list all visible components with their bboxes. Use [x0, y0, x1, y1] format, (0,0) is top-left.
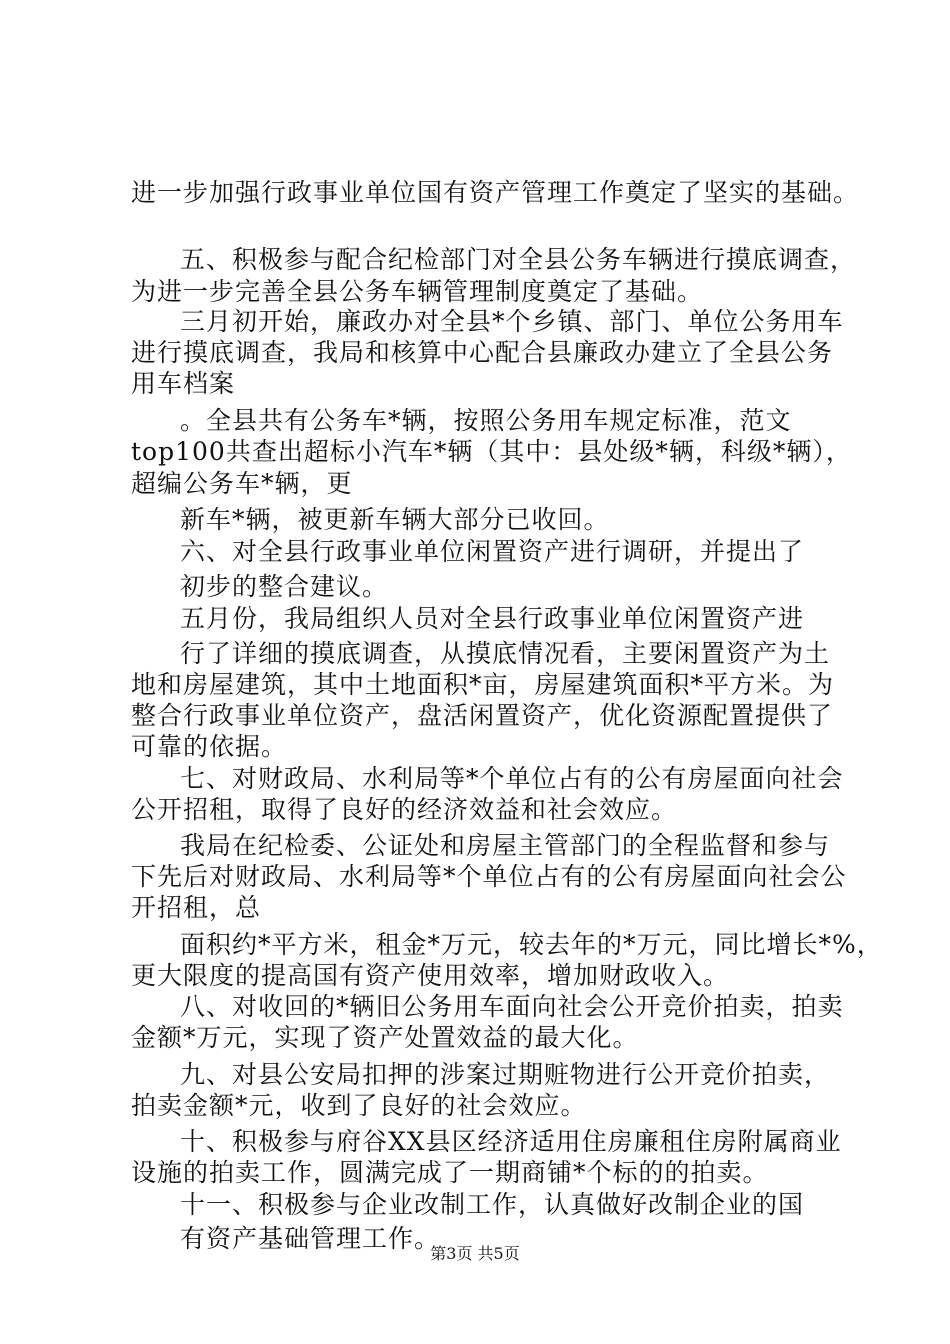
- text-line: 超编公务车*辆，更: [131, 469, 353, 498]
- text-line: 拍卖金额*元，收到了良好的社会效应。: [131, 1091, 587, 1120]
- text-line: 进一步加强行政事业单位国有资产管理工作奠定了坚实的基础。: [131, 178, 860, 207]
- text-line: 我局在纪检委、公证处和房屋主管部门的全程监督和参与: [180, 831, 831, 860]
- text-line: 十、积极参与府谷XX县区经济适用住房廉租住房附属商业: [180, 1127, 842, 1156]
- text-line: 六、对全县行政事业单位闲置资产进行调研，并提出了: [180, 537, 805, 566]
- text-line: 下先后对财政局、水利局等*个单位占有的公有房屋面向社会公: [131, 862, 847, 891]
- text-line: 金额*万元，实现了资产处置效益的最大化。: [131, 1023, 639, 1052]
- text-line: 初步的整合建议。: [180, 572, 389, 601]
- text-line: 。全县共有公务车*辆，按照公务用车规定标准，范文: [180, 406, 792, 435]
- page-number-footer: 第3页 共5页: [430, 1244, 520, 1263]
- text-line: 地和房屋建筑，其中土地面积*亩，房屋建筑面积*平方米。为: [131, 670, 835, 699]
- text-line: 有资产基础管理工作。: [180, 1224, 441, 1253]
- text-line: 用车档案: [131, 369, 236, 398]
- text-line: 可靠的依据。: [131, 732, 288, 761]
- text-line: 五、积极参与配合纪检部门对全县公务车辆进行摸底调查，: [180, 245, 857, 274]
- text-line: top100共查出超标小汽车*辆（其中：县处级*辆，科级*辆），: [131, 437, 852, 466]
- text-line: 九、对县公安局扣押的涉案过期赃物进行公开竞价拍卖，: [180, 1060, 831, 1089]
- text-line: 五月份，我局组织人员对全县行政事业单位闲置资产进: [180, 604, 805, 633]
- text-line: 行了详细的摸底调查，从摸底情况看，主要闲置资产为土: [180, 639, 831, 668]
- text-line: 为进一步完善全县公务车辆管理制度奠定了基础。: [131, 277, 704, 306]
- text-line: 整合行政事业单位资产，盘活闲置资产，优化资源配置提供了: [131, 701, 834, 730]
- text-line: 面积约*平方米，租金*万元，较去年的*万元，同比增长*%，: [180, 930, 883, 959]
- text-line: 更大限度的提高国有资产使用效率，增加财政收入。: [131, 961, 730, 990]
- text-line: 进行摸底调查，我局和核算中心配合县廉政办建立了全县公务: [131, 338, 834, 367]
- text-line: 设施的拍卖工作，圆满完成了一期商铺*个标的的拍卖。: [131, 1158, 769, 1187]
- text-line: 七、对财政局、水利局等*个单位占有的公有房屋面向社会: [180, 764, 844, 793]
- text-line: 新车*辆，被更新车辆大部分已收回。: [180, 505, 610, 534]
- text-line: 十一、积极参与企业改制工作，认真做好改制企业的国: [180, 1190, 805, 1219]
- text-line: 八、对收回的*辆旧公务用车面向社会公开竞价拍卖，拍卖: [180, 992, 844, 1021]
- text-line: 开招租，总: [131, 893, 262, 922]
- text-line: 三月初开始，廉政办对全县*个乡镇、部门、单位公务用车: [180, 307, 844, 336]
- text-line: 公开招租，取得了良好的经济效益和社会效应。: [131, 795, 678, 824]
